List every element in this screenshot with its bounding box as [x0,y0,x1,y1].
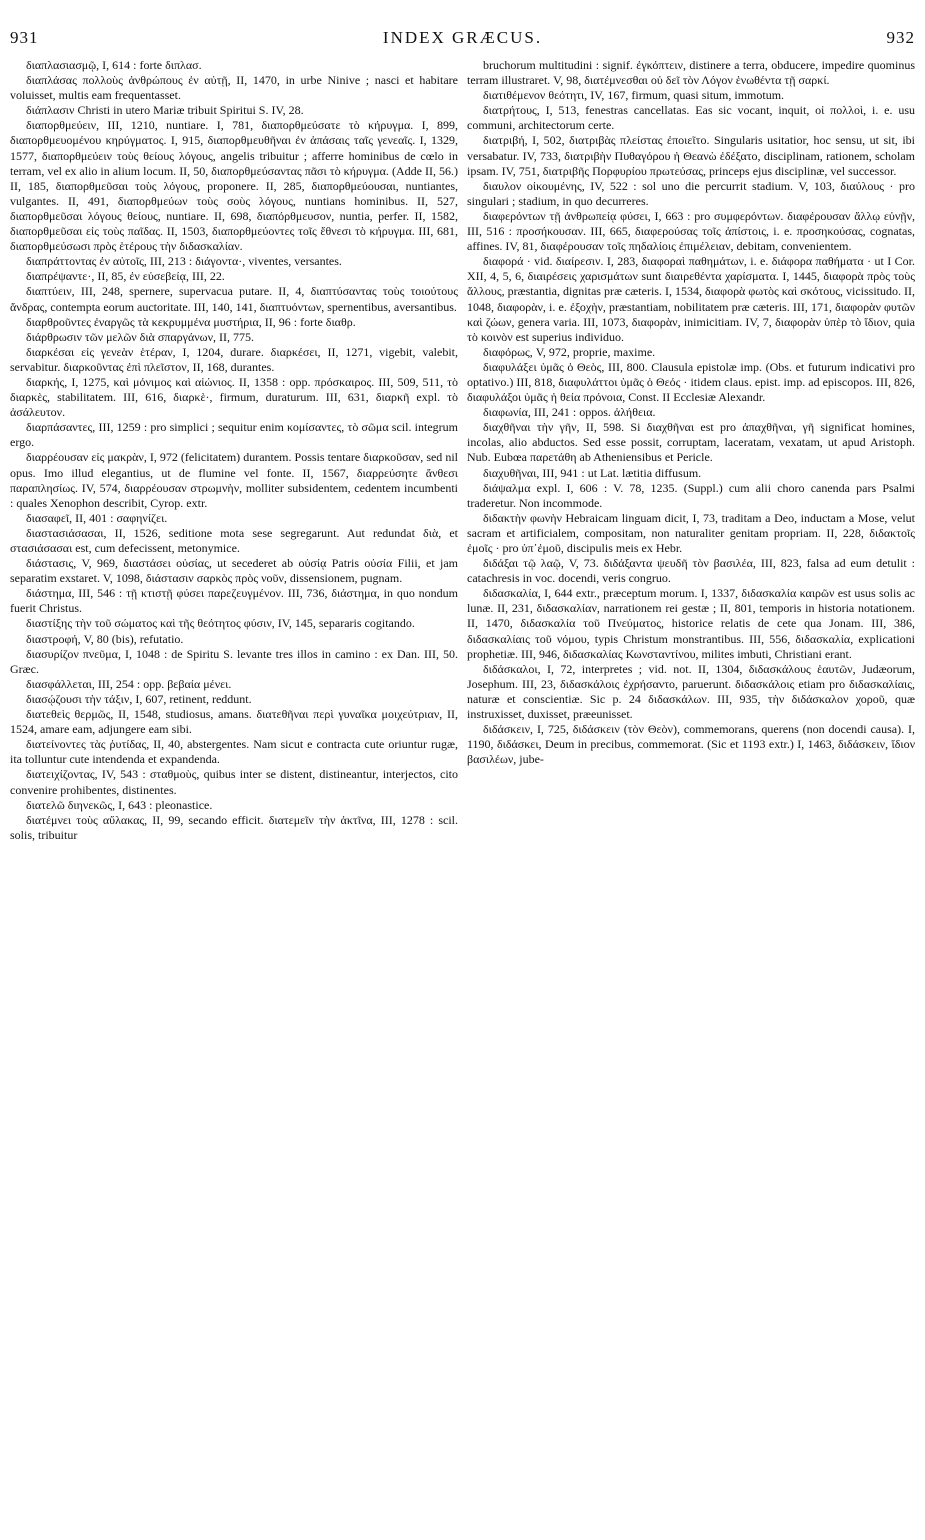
index-entry: διατιθέμενον θεότητι, IV, 167, firmum, quasi situm, immotum. [483,88,785,103]
page-number-left: 931 [10,28,39,47]
index-entry: διατεθεὶς θερμῶς, II, 1548, studiosus, amans. διατεθῆναι περὶ γυναῖκα μοιχεύτριαν, II, 1524, amare eam, adjungere eam sibi. [10,707,458,737]
index-entry: διαστροφή, V, 80 (bis), refutatio. [26,631,184,646]
index-entry: διαπλάσας πολλοὺς ἀνθρώπους ἐν αὐτῇ, II, 1470, in urbe Ninive ; nasci et habitare voluisset, multis eam frequentasset. [10,73,458,103]
index-entry: διδάξαι τῷ λαῷ, V, 73. διδάξαντα ψευδῆ τὸν βασιλέα, III, 823, falsa ad eum detulit : catachresis in voc. docendi, veris congruo. [467,556,915,586]
index-entry: διάψαλμα expl. I, 606 : V. 78, 1235. (Suppl.) cum alii choro canenda pars Psalmi traderetur. Non incommode. [467,480,915,510]
index-entry: διατελῶ διηνεκῶς, I, 643 : pleonastice. [26,797,213,812]
index-entry: διασαφεῖ, II, 401 : σαφηνίζει. [26,510,168,525]
index-entry: διαπράττοντας ἐν αὐτοῖς, III, 213 : διάγοντα·, viventes, versantes. [26,254,342,269]
index-entry: διαφορά · vid. διαίρεσιν. I, 283, διαφοραὶ παθημάτων, i. e. διάφορα παθήματα · ut I Cor. XII, 4, 5, 6, διαιρέσεις χαρισμάτων sunt διαιρεθέντα χαρίσματα. I, 1445, διαφορὰ πρὸς τοὺς ἄλλους, præstantia, dignitas præ cæteris. I, 1534, διαφορὰ φωτὸς καὶ σκότους, vicissitudo. II, 1048, διαφορὰν, i. e. ἐξοχὴν, præstantiam, nobilitatem præ cæteris. III, 171, διαφορὰν φυτῶν καὶ ζώων, genera varia. III, 1073, διαφορὰν, inimicitiam. IV, 7, διαφορὰν ὑπὲρ τὸ ἴδιον, quia τὸ κοινὸν est superius individuo. [467,254,915,344]
index-entry: διατείνοντες τὰς ῥυτίδας, II, 40, abstergentes. Nam sicut e contracta cute oriuntur rugæ, ita tolluntur cute intendenda et expandenda. [10,737,458,767]
index-entry: διαστασιάσασαι, II, 1526, seditione mota sese segregarunt. Aut redundat διὰ, et στασιάσασαι est, cum defecissent, metonymice. [10,525,458,555]
index-entry: διαπτύειν, III, 248, spernere, supervacua putare. II, 4, διαπτύσαντας τοὺς τοιούτους ἄνδρας, contempta eorum auctoritate. III, 140, 141, διαπτυόντων, spernentibus, aversantibus. [10,284,458,314]
index-entry: διαρκής, I, 1275, καὶ μόνιμος καὶ αἰώνιος. II, 1358 : opp. πρόσκαιρος. III, 509, 511, τὸ διαρκὲς, stabilitatem. III, 616, διαρκὲ·, firmum, duraturum. III, 631, διαρκῆ expl. τὸ ἀσάλευτον. [10,374,458,420]
index-entry: διαστίξης τὴν τοῦ σώματος καὶ τῆς θεότητος φύσιν, IV, 145, separaris cogitando. [26,616,415,631]
index-entry: διατειχίζοντας, IV, 543 : σταθμοὺς, quibus inter se distent, distineantur, interjectos, cito convenire prohibentes, distinentes. [10,767,458,797]
index-entry: διαφωνία, III, 241 : oppos. ἀλήθεια. [483,405,656,420]
index-entry: διασυρίζον πνεῦμα, I, 1048 : de Spiritu S. levante tres illos in camino : ex Dan. III, 50. Græc. [10,646,458,676]
index-entry: διδακτὴν φωνὴν Hebraicam linguam dicit, I, 73, traditam a Deo, inductam a Mose, velut sacram et artificialem, compositam, non naturaliter genitam propriam. II, 228, διδακτοῖς ἐμοῖς · pro ὑπ᾽ἐμοῦ, discipulis meis ex Hebr. [467,510,915,555]
index-entry: διαρπάσαντες, III, 1259 : pro simplici ; sequitur enim κομίσαντες, τὸ σῶμα scil. integrum ergo. [10,420,458,450]
running-header [10,28,915,52]
index-entry: διδασκαλία, I, 644 extr., præceptum morum. I, 1337, διδασκαλία καιρῶν est usus solis ac lunæ. II, 231, διδασκαλίαν, narrationem rei gestæ ; II, 801, temporis in historia notationem. II, 1470, διδασκαλία τοῦ Πνεύματος, historice relatis de cete qua Jonam. III, 386, διδασκαλίαις τοῦ νόμου, typis Christum monstrantibus. III, 556, διδασκαλία, explicationi prophetiæ. III, 946, διδασκαλίας Κωνσταντίνου, milites imbuti, Christiani erant. [467,586,915,661]
index-entry: διαρκέσαι εἰς γενεὰν ἑτέραν, I, 1204, durare. διαρκέσει, II, 1271, vigebit, valebit, servabitur. διαρκοῦντας ἐπὶ πλεῖστον, II, 168, durantes. [10,344,458,374]
index-entry: διατριβή, I, 502, διατριβὰς πλείστας ἐποιεῖτο. Singularis usitatior, hoc sensu, ut sit, ibi versabatur. IV, 733, διατριβὴν Πυθαγόρου ἡ Θεανὼ ἐδέξατο, disciplinam, rationem, scholam ipsam. IV, 751, διατριβῆς Πορφυρίου πρωτεύσας, princeps ejus disciplinæ, vel successor. [467,133,915,178]
index-entry: διαρθροῦντες ἐναργῶς τὰ κεκρυμμένα μυστήρια, II, 96 : forte διαθρ. [26,314,356,329]
right-column [467,58,915,1532]
index-entry: διάπλασιν Christi in utero Mariæ tribuit Spiritui S. IV, 28. [26,103,304,118]
left-column [10,58,458,1532]
index-entry: διασῴζουσι τὴν τάξιν, I, 607, retinent, reddunt. [26,691,252,706]
index-entry: διαφερόντων τῇ ἀνθρωπείᾳ φύσει, I, 663 : pro συμφερόντων. διαφέρουσαν ἄλλῳ εὐνῇν, III, 516 : προσήκουσαν. III, 665, διαφερούσας τοῖς ἀπίστοις, i. e. προσηκούσας, cognatas, affines. IV, 81, διαφέρουσαν τοῖς πηδαλίοις ἐπιμέλειαν, debitam, convenientem. [467,208,915,254]
index-entry: διδάσκαλοι, I, 72, interpretes ; vid. not. II, 1304, διδασκάλους ἑαυτῶν, Judæorum, Josephum. III, 23, διδασκάλοις ἐχρήσαντο, paruerunt. διδασκάλοις etiam pro διδασκαλίαις, naturæ et conscientiæ. Sic p. 24 διδασκάλων. III, 935, τὴν διδάσκαλον χοροῦ, quæ instruxisset, duxisset, præeunisset. [467,661,915,722]
index-entry: διασφάλλεται, III, 254 : opp. βεβαία μένει. [26,676,232,691]
index-entry: διαπρέψαντε·, II, 85, ἐν εὐσεβείᾳ, III, 22. [26,269,225,284]
index-entry: διαφυλάξει ὑμᾶς ὁ Θεὸς, III, 800. Clausula epistolæ imp. (Obs. et futurum indicativi pro optativo.) III, 818, διαφυλάττοι ὑμᾶς ὁ Θεός · itidem claus. epist. imp. ad episcopos. III, 826, διαφυλάξοι ὑμᾶς ἡ θεία πρόνοια, Const. II Ecclesiæ Alexandr. [467,359,915,405]
index-entry: διαφόρως, V, 972, proprie, maxime. [483,344,656,359]
index-entry: διαπορθμεύειν, III, 1210, nuntiare. I, 781, διαπορθμεύσατε τὸ κήρυγμα. I, 899, διαπορθμευομένου κηρύγματος. I, 915, διαπορθμευθῆναι ἐν ἁπάσαις ταῖς γενεαῖς. I, 1329, 1577, διαπορθμεύειν τοὺς θείους λόγους, angelis tribuitur ; afferre hominibus de cœlo in terram, vel ex alio in alium locum. II, 50, διαπορθμεύσαντας πᾶσι τὸ κήρυγμα. (Adde II, 56.) II, 185, διαπορθμεῦσαι τοὺς λόγους, proponere. II, 285, διαπορθμεύουσαι, nuntiantes, vulgantes. II, 491, διαπορθμεύων τοὺς σοὺς λόγους, nuntians hominibus. II, 527, διαπορθμεῦσαι λόγους θείους, nuntiare. II, 698, διαπόρθμευσον, nuntia, perfer. II, 1582, διαπορθμεῦσαι εἰς τοὺς παῖδας. II, 1503, διαπορθμεύοντες τοῖς ἔθνεσι τὸ κήρυγμα. III, 681, διαπορθμεύσωσι πρὸς ἑτέρους τὴν διδασκαλίαν. [10,118,458,254]
index-entry: διαυλον οἰκουμένης, IV, 522 : sol uno die percurrit stadium. V, 103, διαύλους · pro singulari ; stadium, in quo decurreres. [467,178,915,208]
index-entry: διατέμνει τοὺς αὔλακας, II, 99, secando efficit. διατεμεῖν τὴν ἀκτῖνα, III, 1278 : scil. solis, tribuitur [10,812,458,842]
index-entry: διάστασις, V, 969, διαστάσει οὐσίας, ut secederet ab οὐσίᾳ Patris οὐσία Filii, et jam separatim exstaret. V, 1098, διάστασιν σαρκὸς πρὸς νοῦν, dissensionem, pugnam. [10,556,458,586]
index-entry: bruchorum multitudini : signif. ἐγκόπτειν, distinere a terra, obducere, impedire quominus terram illustraret. V, 98, διατέμνεσθαι οὐ δεῖ τὸν Λόγον ἑνωθέντα τῇ σαρκί. [467,58,915,88]
index-entry: διδάσκειν, I, 725, διδάσκειν (τὸν Θεὸν), commemorans, querens (non docendi causa). I, 1190, διδάσκει, Deum in precibus, commemorat. (Sic et 1193 extr.) I, 1463, διδάσκειν, ἴδιον βασιλέων, jube- [467,722,915,767]
index-entry: διάστημα, III, 546 : τῇ κτιστῇ φύσει παρεζευγμένον. III, 736, διάστημα, in quo nondum fuerit Christus. [10,586,458,616]
index-entry: διαχυθῆναι, III, 941 : ut Lat. lætitia diffusum. [483,465,702,480]
index-entry: διαρρέουσαν εἰς μακρὰν, I, 972 (felicitatem) durantem. Possis tentare διαρκοῦσαν, sed nil opus. Imo illud elegantius, ut de flumine vel fonte. II, 1567, διαρρεύσητε ἄνθεσι παραπλησίως. IV, 574, διαρρέουσαν στρωμνὴν, molliter subsidentem, cedentem incumbenti : quales Xenophon describit, Cyrop. extr. [10,450,458,510]
page-number-right: 932 [886,28,915,47]
two-column-body [10,58,915,1532]
index-entry: διατρήτους, I, 513, fenestras cancellatas. Eas sic vocant, inquit, οἱ πολλοὶ, i. e. usu communi, architectorum certe. [467,103,915,133]
index-entry: διαπλασιασμῷ, I, 614 : forte διπλασ. [26,58,202,72]
running-title: INDEX GRÆCUS. [382,28,543,47]
index-entry: διαχθῆναι τὴν γῆν, II, 598. Si διαχθῆναι est pro ἀπαχθῆναι, γῆ significat homines, incolas, alio abductos. Sed esse possit, corruptam, laceratam, vexatam, ut apud Aristoph. Nub. Eubœa παρετάθη ab Atheniensibus et Pericle. [467,420,915,465]
index-entry: διάρθρωσιν τῶν μελῶν διὰ σπαργάνων, II, 775. [26,329,254,344]
